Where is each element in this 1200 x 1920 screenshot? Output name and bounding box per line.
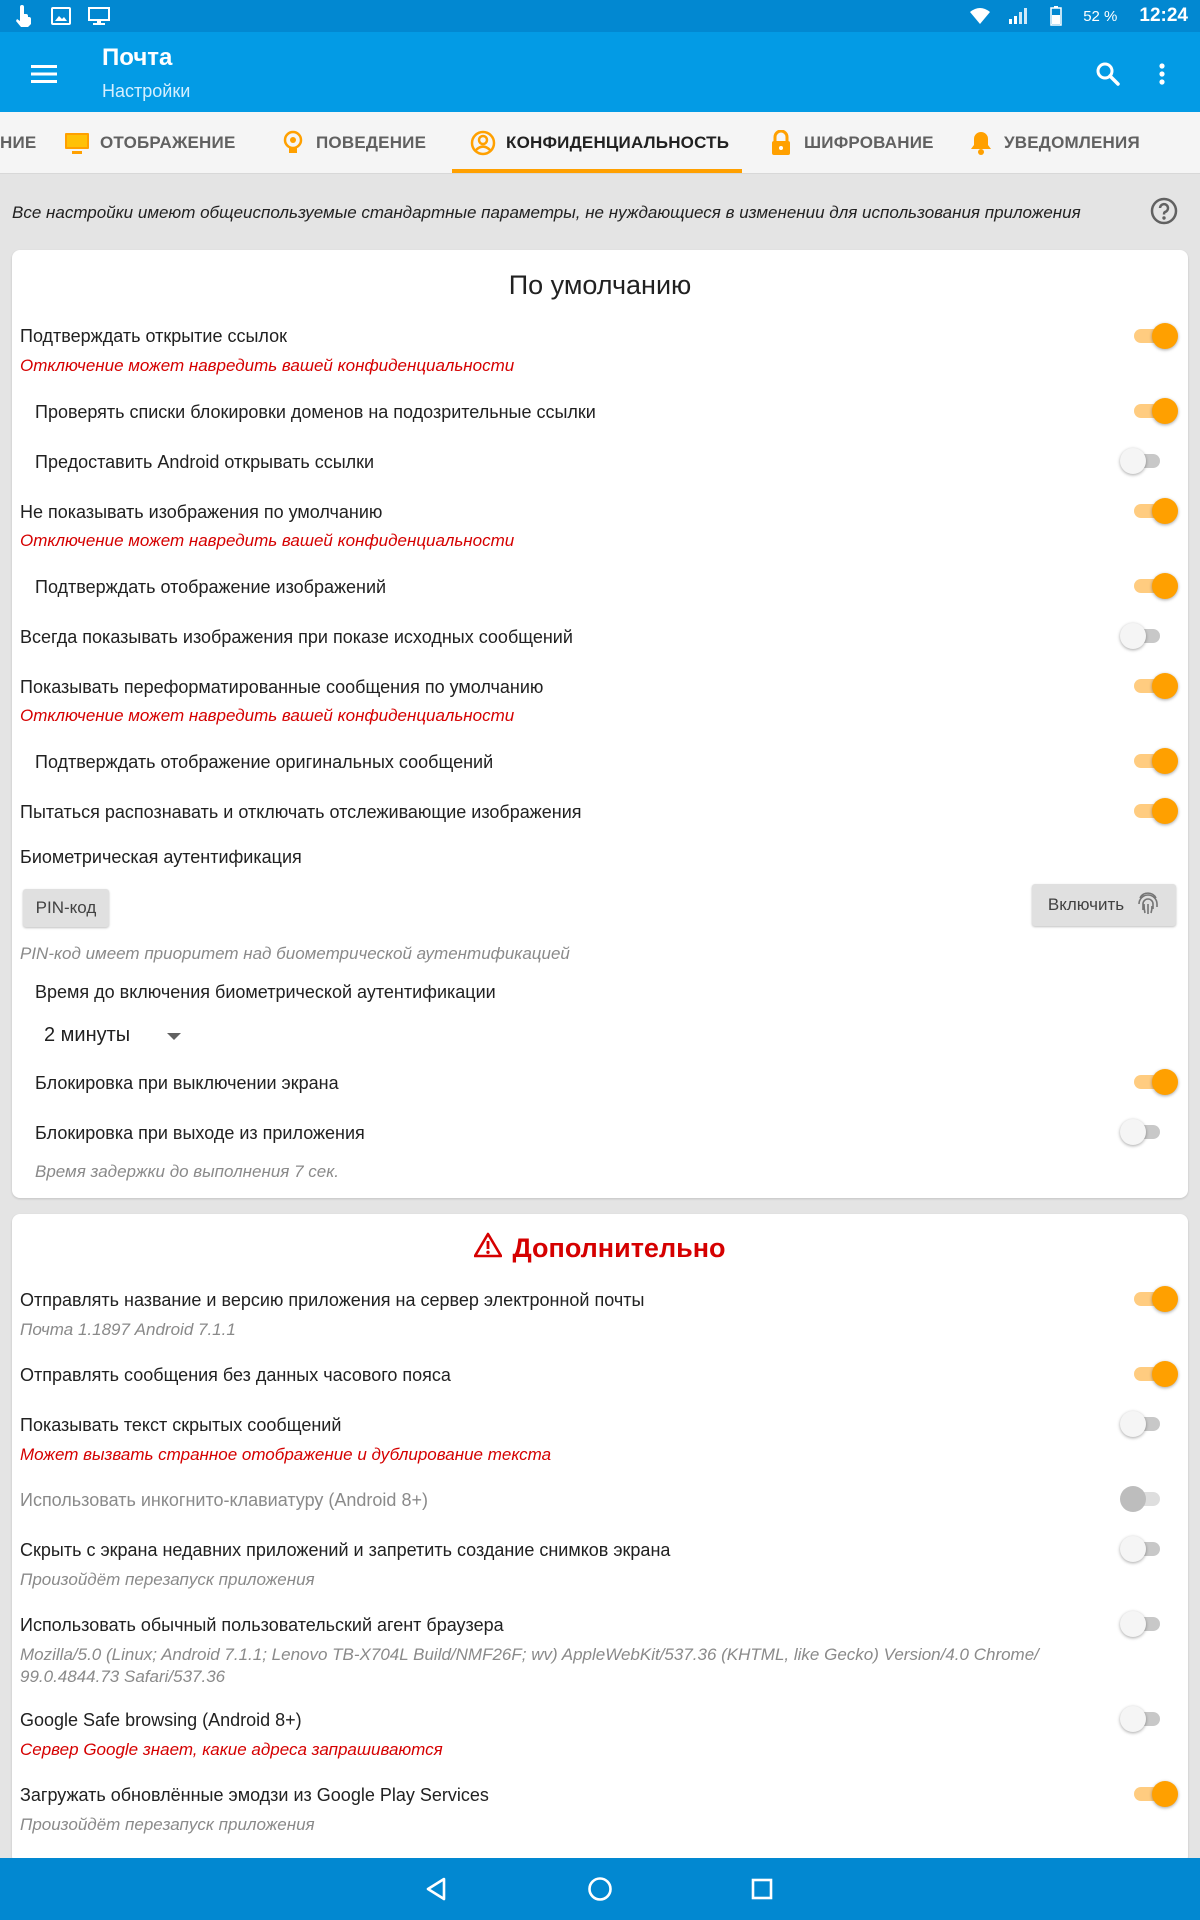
setting-label: Подтверждать отображение оригинальных сообщений (35, 752, 494, 772)
clock: 12:24 (1139, 5, 1188, 26)
setting-label: Отправлять сообщения без данных часового пояса (20, 1365, 451, 1385)
app-subtitle: Настройки (102, 81, 191, 101)
signal-icon (1007, 5, 1029, 27)
setting-warning: Сервер Google знает, какие адреса запрашиваются (20, 1740, 443, 1759)
setting-note-continued: 99.0.4844.73 Safari/537.36 (20, 1667, 226, 1686)
card-title-advanced (12, 1232, 1188, 1265)
settings-tabs (0, 112, 1200, 174)
advanced-title-text: Дополнительно (512, 1233, 726, 1263)
tab-label: УВЕДОМЛЕНИЯ (1004, 133, 1140, 152)
recents-icon[interactable] (744, 1871, 780, 1907)
tab-label: ПОВЕДЕНИЕ (316, 133, 427, 152)
setting-warning: Отключение может навредить вашей конфиденциальности (20, 706, 515, 725)
setting-label: Использовать обычный пользовательский агент браузера (20, 1615, 504, 1635)
setting-label: Не показывать изображения по умолчанию (20, 502, 383, 522)
lock-icon (768, 130, 794, 156)
info-row (0, 175, 1200, 247)
setting-label: Использовать инкогнито-клавиатуру (Android 8+) (20, 1490, 428, 1510)
warning-icon (474, 1232, 502, 1265)
enable-biometric-label: Включить (1047, 895, 1125, 914)
tab-label: ОТОБРАЖЕНИЕ (100, 133, 236, 152)
setting-label: Пытаться распознавать и отключать отслеживающие изображения (20, 802, 582, 822)
pin-code-button[interactable] (23, 889, 109, 927)
switch-hide-recents[interactable] (1120, 1534, 1168, 1564)
setting-warning: Отключение может навредить вашей конфиденциальности (20, 356, 515, 375)
setting-note: Произойдёт перезапуск приложения (20, 1570, 315, 1589)
setting-warning: Отключение может навредить вашей конфиденциальности (20, 531, 515, 550)
tab-encryption[interactable] (768, 112, 934, 174)
battery-percent: 52 % (1083, 7, 1118, 25)
fingerprint-icon (1136, 890, 1160, 921)
back-icon[interactable] (418, 1871, 454, 1907)
card-title-default: По умолчанию (508, 270, 692, 300)
setting-label: Скрыть с экрана недавних приложений и запретить создание снимков экрана (20, 1540, 671, 1560)
advanced-settings-card (12, 1214, 1188, 1864)
switch-send-app-version[interactable] (1130, 1284, 1178, 1314)
setting-label: Всегда показывать изображения при показе исходных сообщений (20, 627, 573, 647)
delay-select[interactable]: 2 минуты (44, 1024, 131, 1046)
bell-icon (968, 130, 994, 156)
switch-safe-browsing[interactable] (1120, 1704, 1168, 1734)
switch-reformatted-messages[interactable] (1130, 671, 1178, 701)
status-bar (0, 0, 1200, 32)
switch-no-timezone[interactable] (1130, 1359, 1178, 1389)
setting-note: Почта 1.1897 Android 7.1.1 (20, 1320, 236, 1339)
search-icon[interactable] (1086, 52, 1130, 96)
monitor-icon (88, 5, 110, 27)
setting-label: Предоставить Android открывать ссылки (35, 452, 375, 472)
tab-notifications[interactable] (968, 112, 1140, 174)
pin-code-button-label: PIN-код (35, 898, 97, 917)
switch-incognito-keyboard[interactable] (1120, 1484, 1168, 1514)
setting-label: Google Safe browsing (Android 8+) (20, 1710, 302, 1730)
switch-show-hidden-text[interactable] (1120, 1409, 1168, 1439)
setting-label: Блокировка при выключении экрана (35, 1073, 339, 1093)
app-title: Почта (102, 44, 173, 71)
switch-lock-screen-off[interactable] (1130, 1067, 1178, 1097)
setting-label: Подтверждать отображение изображений (35, 577, 387, 597)
app-bar (0, 32, 1200, 112)
battery-icon (1045, 5, 1067, 27)
tab-display[interactable] (64, 112, 236, 174)
wifi-icon (969, 5, 991, 27)
behavior-icon (280, 130, 306, 156)
switch-hide-images[interactable] (1130, 496, 1178, 526)
enable-biometric-button[interactable] (1032, 884, 1176, 926)
tab-label: КОНФИДЕНЦИАЛЬНОСТЬ (506, 133, 730, 152)
tab-general-partial[interactable] (0, 112, 36, 174)
tab-privacy[interactable] (470, 112, 729, 174)
setting-label: Проверять списки блокировки доменов на подозрительные ссылки (35, 402, 596, 422)
tab-active-indicator (452, 169, 742, 173)
delay-note: Время задержки до выполнения 7 сек. (35, 1162, 339, 1181)
help-icon[interactable] (1150, 197, 1178, 225)
tab-label: ШИФРОВАНИЕ (804, 133, 934, 152)
switch-confirm-links[interactable] (1130, 321, 1178, 351)
tab-behavior[interactable] (280, 112, 426, 174)
touch-icon (12, 5, 34, 27)
navigation-bar (0, 1858, 1200, 1920)
setting-note: Произойдёт перезапуск приложения (20, 1815, 315, 1834)
image-icon (50, 5, 72, 27)
setting-note: Mozilla/5.0 (Linux; Android 7.1.1; Lenovo TB-X704L Build/NMF26F; wv) AppleWebKit/537.36 (KHTML, like Gecko) Version/4.0 Chrome/ (20, 1645, 1039, 1664)
biometric-note: PIN-код имеет приоритет над биометрической аутентификацией (20, 944, 570, 963)
setting-label: Подтверждать открытие ссылок (20, 326, 287, 346)
default-settings-card (12, 250, 1188, 1198)
setting-warning: Может вызвать странное отображение и дублирование текста (20, 1445, 552, 1464)
setting-label: Показывать текст скрытых сообщений (20, 1415, 342, 1435)
switch-generic-user-agent[interactable] (1120, 1609, 1168, 1639)
switch-always-show-images[interactable] (1120, 621, 1168, 651)
display-icon (64, 130, 90, 156)
setting-label: Загружать обновлённые эмодзи из Google Play Services (20, 1785, 489, 1805)
chevron-down-icon[interactable] (167, 1033, 181, 1040)
switch-lock-app-exit[interactable] (1120, 1117, 1168, 1147)
tab-label: НИЕ (0, 133, 37, 152)
switch-confirm-images[interactable] (1130, 571, 1178, 601)
privacy-icon (470, 130, 496, 156)
switch-android-open-links[interactable] (1120, 446, 1168, 476)
switch-confirm-originals[interactable] (1130, 746, 1178, 776)
setting-label: Отправлять название и версию приложения на сервер электронной почты (20, 1290, 645, 1310)
switch-download-emoji[interactable] (1130, 1779, 1178, 1809)
setting-label: Показывать переформатированные сообщения по умолчанию (20, 677, 544, 697)
switch-check-blocklists[interactable] (1130, 396, 1178, 426)
info-text: Все настройки имеют общеиспользуемые стандартные параметры, не нуждающиеся в изменении для использования приложения (12, 203, 1081, 222)
home-icon[interactable] (582, 1871, 618, 1907)
more-vert-icon[interactable] (1140, 52, 1184, 96)
switch-disable-tracking-images[interactable] (1130, 796, 1178, 826)
delay-label: Время до включения биометрической аутентификации (35, 982, 496, 1002)
setting-label: Блокировка при выходе из приложения (35, 1123, 365, 1143)
biometric-label: Биометрическая аутентификация (20, 847, 302, 867)
menu-icon[interactable] (22, 52, 66, 96)
